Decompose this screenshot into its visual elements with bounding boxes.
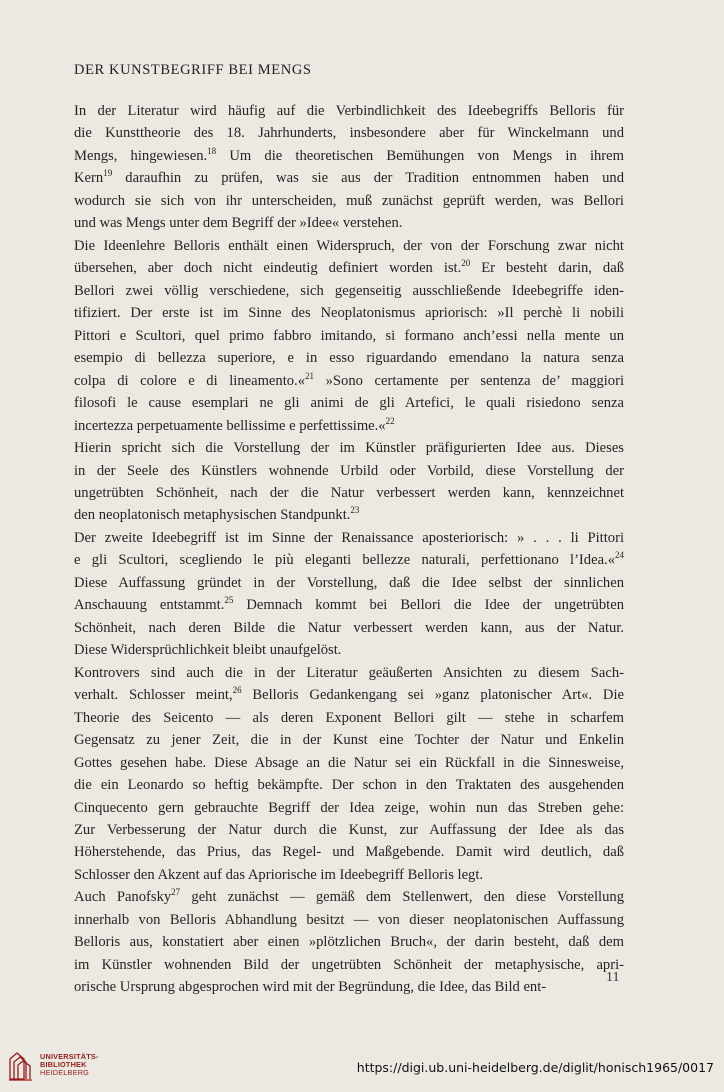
text-line: innerhalb von Belloris Abhandlung besitzt — von dieser neoplatonischen Auffassung (74, 911, 624, 928)
source-url[interactable]: https://digi.ub.uni-heidelberg.de/diglit/honisch1965/0017 (356, 1060, 714, 1075)
library-line-1: UNIVERSITÄTS- (40, 1052, 99, 1061)
text-line: Pittori e Scultori, quel primo fabbro imitando, si formano anch’essi nella mente un (74, 327, 624, 344)
text-line: Anschauung entstammt.$^{25}$ Demnach kommt bei Bellori die Idee der ungetrübten (74, 595, 624, 614)
footnote-marker: 18 (207, 145, 217, 156)
text-line: esempio di bellezza superiore, e in esso riguardando emendano la natura senza (74, 350, 624, 367)
library-line-3: HEIDELBERG (40, 1068, 90, 1078)
text-line: den neoplatonisch metaphysischen Standpunkt.$^{23}$ (74, 505, 360, 524)
text-line: Bellori zwei völlig verschiedene, sich gegenseitig ausschließende Ideebegriffe iden- (74, 282, 624, 299)
text-line: im Künstler wohnenden Bild der ungetrübten Schönheit der metaphysische, apri- (74, 956, 624, 973)
text-line: Theorie des Seicento — als deren Exponent Bellori gilt — stehe in scharfem (74, 709, 624, 726)
text-line: Schönheit, nach deren Bilde die Natur verbessert werden kann, aus der Natur. (74, 619, 624, 636)
running-header: DER KUNSTBEGRIFF BEI MENGS (74, 62, 312, 78)
text-line: colpa di colore e di lineamento.«$^{21}$ »Sono certamente per sentenza de’ maggiori (74, 370, 625, 389)
text-line: Höherstehende, das Prius, das Regel- und Maßgebende. Damit wird deutlich, daß (74, 844, 624, 861)
text-line: und was Mengs unter dem Begriff der »Idee« verstehen. (74, 215, 403, 232)
text-line: e gli Scultori, scegliendo le più eleganti bellezze naturali, perfettionano l’Idea.«$^{24}$ (74, 550, 624, 569)
text-line: filosofi le cause esemplari ne gli animi de gli Artefici, le quali risiedono senza (74, 395, 624, 412)
text-line: incertezza perpetuamente bellissime e perfettissime.«$^{22}$ (74, 415, 395, 434)
text-line: Die Ideenlehre Belloris enthält einen Widerspruch, der von der Forschung zwar nicht (74, 237, 624, 254)
paragraph (74, 437, 624, 527)
text-line: verhalt. Schlosser meint,$^{26}$ Belloris Gedankengang sei »ganz platonischer Art«. Die (74, 685, 624, 704)
text-line: Diese Auffassung gründet in der Vorstellung, daß die Idee selbst der sinnlichen (74, 574, 624, 591)
body-text (74, 100, 624, 999)
text-line: orische Ursprung abgesprochen wird mit der Begründung, die Idee, das Bild ent- (74, 979, 547, 996)
library-name (40, 1053, 99, 1078)
text-line: Cinquecento gern gebrauchte Begriff der Idea zeige, wohin nun das Streben gehe: (74, 799, 624, 816)
text-line: Gottes gesehen habe. Diese Absage an die Natur sei ein Rückfall in die Sinnesweise, (74, 754, 624, 771)
footnote-marker: 26 (232, 685, 242, 696)
footnote-marker: 23 (350, 505, 360, 516)
text-line: Zur Verbesserung der Natur durch die Kunst, zur Auffassung der Idee als das (74, 822, 624, 838)
footnote-marker: 20 (461, 258, 471, 269)
text-line: übersehen, aber doch nicht eindeutig definiert worden ist.$^{20}$ Er besteht darin, daß (74, 258, 624, 277)
text-line: Schlosser den Akzent auf das Apriorische im Ideebegriff Belloris legt. (74, 866, 484, 883)
text-line: Belloris aus, konstatiert aber einen »plötzlichen Bruch«, der darin besteht, daß dem (74, 934, 624, 951)
text-line: ungetrübten Schönheit, nach der die Natur verbessert werden kann, kennzeichnet (74, 484, 624, 501)
text-line: In der Literatur wird häufig auf die Verbindlichkeit des Ideebegriffs Belloris für (74, 103, 624, 119)
footnote-marker: 25 (224, 595, 234, 606)
text-line: Kern$^{19}$ daraufhin zu prüfen, was sie aus der Tradition entnommen haben und (74, 168, 624, 187)
text-line: die ein Leonardo so heftig bekämpfte. Der schon in den Traktaten des ausgehenden (74, 777, 624, 794)
text-line: tifiziert. Der erste ist im Sinne des Neoplatonismus apriorisch: »Il perchè li nobili (74, 305, 624, 322)
text-line: wodurch sie sich von ihr unterscheiden, muß zunächst geprüft werden, was Bellori (74, 192, 624, 209)
paragraph (74, 886, 624, 998)
text-line: Der zweite Ideebegriff ist im Sinne der Renaissance aposteriorisch: » . . . li Pittori (74, 529, 624, 546)
page-number: 11 (606, 970, 620, 985)
text-line: Auch Panofsky$^{27}$ geht zunächst — gemäß dem Stellenwert, den diese Vorstellung (74, 887, 624, 906)
paragraph (74, 527, 624, 662)
footnote-marker: 21 (305, 370, 315, 381)
footnote-marker: 19 (103, 168, 113, 179)
text-line: die Kunsttheorie des 18. Jahrhunderts, insbesondere aber für Winckelmann und (74, 125, 624, 142)
text-line: Mengs, hingewiesen.$^{18}$ Um die theoretischen Bemühungen von Mengs in ihrem (74, 145, 624, 164)
text-line: in der Seele des Künstlers wohnende Urbild oder Vorbild, diese Vorstellung der (74, 462, 624, 479)
text-line: Kontrovers sind auch die in der Literatur geäußerten Ansichten zu diesem Sach- (74, 664, 624, 681)
library-line-2: BIBLIOTHEK (40, 1060, 87, 1070)
text-line: Hierin spricht sich die Vorstellung der im Künstler präfigurierten Idee aus. Dieses (74, 440, 624, 457)
footnote-marker: 27 (171, 887, 181, 898)
footnote-marker: 22 (385, 415, 395, 426)
text-line: Diese Widersprüchlichkeit bleibt unaufgelöst. (74, 642, 342, 659)
text-line: Gegensatz zu jener Zeit, die in der Kunst eine Tochter der Natur und Enkelin (74, 732, 624, 749)
footer-bar (0, 1043, 724, 1092)
paragraph (74, 662, 624, 887)
footnote-marker: 24 (615, 550, 624, 561)
library-logo-icon (8, 1049, 34, 1083)
paragraph (74, 235, 624, 437)
paragraph (74, 100, 624, 235)
